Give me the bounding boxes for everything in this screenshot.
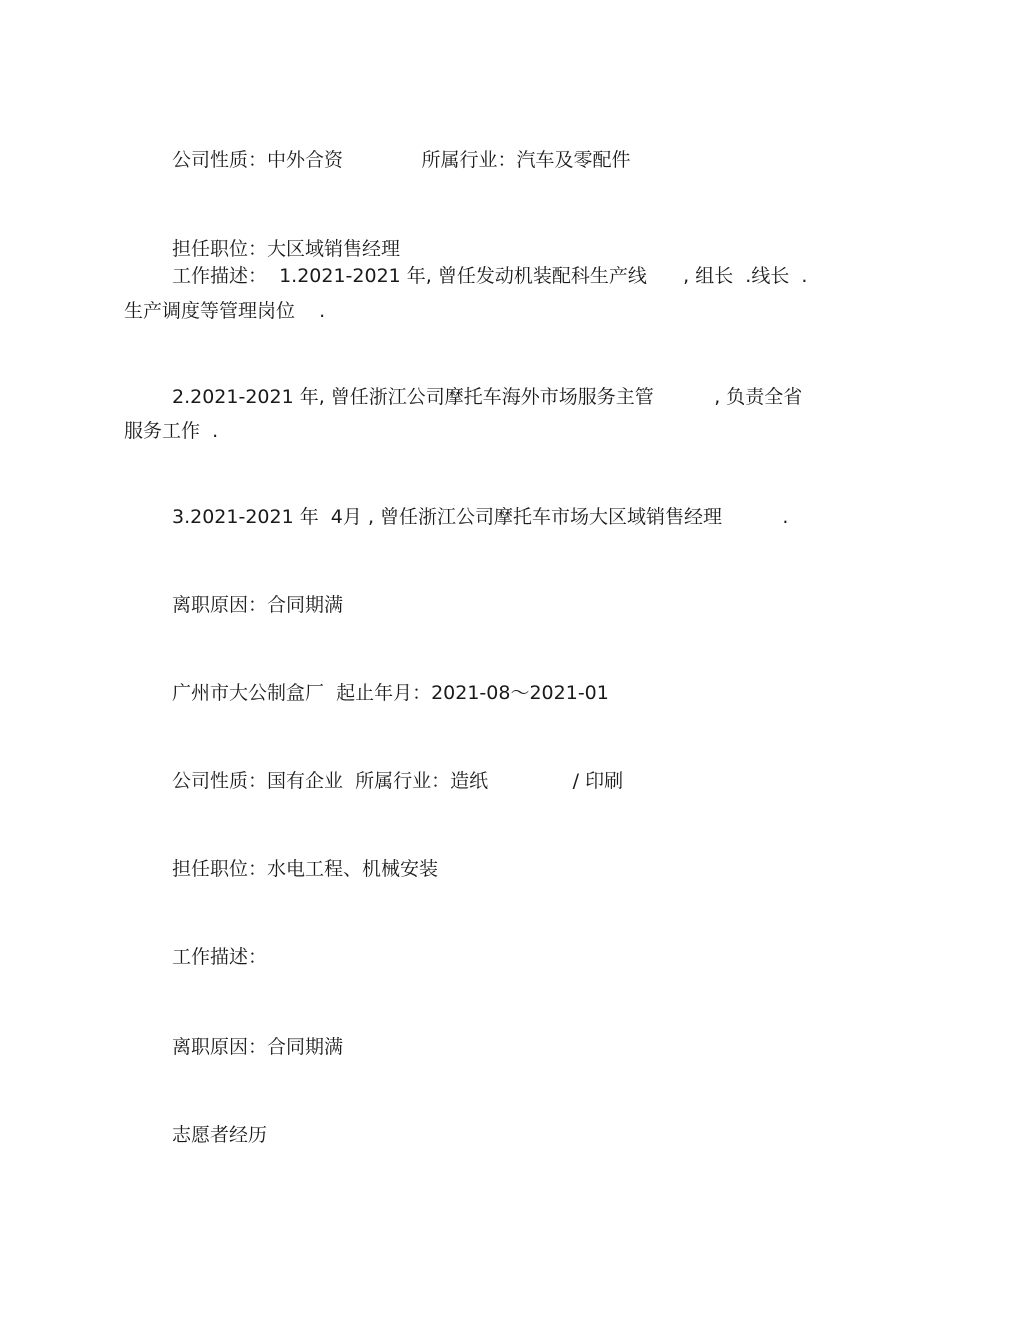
company-period-line: 广州市大公制盒厂 起止年月：2021-08～2021-01 — [172, 682, 609, 704]
job-description-line-2: 工作描述： — [172, 946, 268, 968]
job-description-item-3: 3.2021-2021 年 4月 , 曾任浙江公司摩托车市场大区域销售经理 . — [172, 506, 789, 528]
job-description-item-2-continuation: 服务工作 . — [124, 420, 219, 442]
position-line-2: 担任职位：水电工程、机械安装 — [172, 858, 439, 880]
position-line: 担任职位：大区域销售经理 — [172, 238, 401, 260]
leaving-reason-line-2: 离职原因：合同期满 — [172, 1036, 344, 1058]
job-description-item-2: 2.2021-2021 年, 曾任浙江公司摩托车海外市场服务主管 , 负责全省 — [172, 386, 803, 408]
job-description-line: 工作描述： 1.2021-2021 年, 曾任发动机装配科生产线 , 组长 .线长 . — [172, 265, 808, 287]
volunteer-experience-heading: 志愿者经历 — [172, 1124, 268, 1146]
job-description-continuation: 生产调度等管理岗位 . — [124, 300, 326, 322]
company-nature-industry-line-2: 公司性质：国有企业 所属行业：造纸 / 印刷 — [172, 770, 624, 792]
leaving-reason-line: 离职原因：合同期满 — [172, 594, 344, 616]
company-nature-industry-line: 公司性质：中外合资 所属行业：汽车及零配件 — [172, 149, 631, 171]
